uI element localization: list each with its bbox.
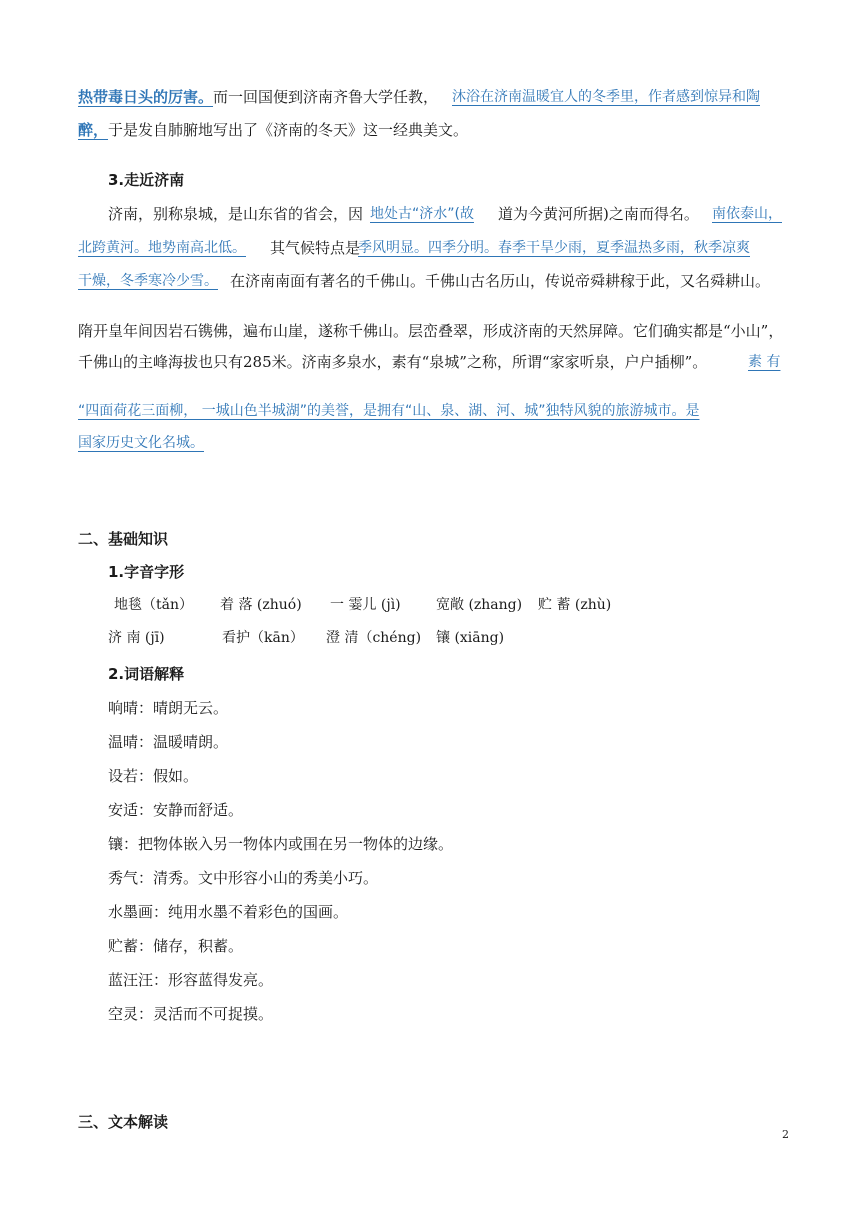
para1-line2-c: 季风明显。四季分明。春季干旱少雨，夏季温热多雨，秋季凉爽 xyxy=(358,240,750,256)
intro-line-1 xyxy=(78,87,438,107)
intro-plain-text: 而一回国便到济南齐鲁大学任教， xyxy=(213,88,439,106)
page-number: 2 xyxy=(782,1128,789,1141)
definition-item: 响晴：晴朗无云。 xyxy=(108,699,229,717)
pron-item: 济 南 (jī) xyxy=(108,630,165,646)
intro-line-2 xyxy=(78,120,468,140)
intro-bold-text-2: 醉， xyxy=(78,121,109,139)
definition-item: 安适：安静而舒适。 xyxy=(108,801,244,819)
definition-item: 秀气：清秀。文中形容小山的秀美小巧。 xyxy=(108,869,379,887)
para2-line4: 国家历史文化名城。 xyxy=(78,435,204,451)
intro-blue-text: 沐浴在济南温暖宜人的冬季里，作者感到惊异和陶 xyxy=(452,89,760,105)
definition-item: 温晴：温暖晴朗。 xyxy=(108,733,229,751)
definition-item: 水墨画：纯用水墨不着彩色的国画。 xyxy=(108,903,349,921)
section-heading-jinan: 3.走近济南 xyxy=(108,171,185,189)
para2-line2-b: 素 有 xyxy=(748,354,781,370)
pron-item: 贮 蓄 (zhù) xyxy=(538,597,612,613)
para1-line1-a: 济南，别称泉城，是山东省的省会，因 xyxy=(108,205,364,223)
definition-item: 镶：把物体嵌入另一物体内或围在另一物体的边缘。 xyxy=(108,835,454,853)
pron-item: 镶 (xiāng) xyxy=(436,630,505,646)
para2-line1: 隋开皇年间因岩石镌佛，遍布山崖，遂称千佛山。层峦叠翠，形成济南的天然屏障。它们确实都是“小山”， xyxy=(78,322,784,340)
pron-item: 一 霎儿 (jì) xyxy=(330,597,401,613)
para1-line3-a: 干燥，冬季寒冷少雪。 xyxy=(78,273,218,289)
pron-item: 澄 清（chéng) xyxy=(326,630,422,646)
para1-line1-d: 南依泰山， xyxy=(712,206,782,222)
section-heading-basics: 二、基础知识 xyxy=(78,530,169,548)
subheading-pronunciation: 1.字音字形 xyxy=(108,563,185,581)
pron-item: 看护（kān） xyxy=(222,630,304,646)
pron-item: 着 落 (zhuó) xyxy=(220,597,302,613)
para1-line1-b: 地处古“济水”(故 xyxy=(370,206,474,222)
definition-item: 蓝汪汪：形容蓝得发亮。 xyxy=(108,971,274,989)
para1-line2-a: 北跨黄河。地势南高北低。 xyxy=(78,240,246,256)
pron-item: 地毯（tǎn） xyxy=(114,597,193,613)
para1-line1-c: 道为今黄河所据)之南而得名。 xyxy=(498,205,699,223)
pron-item: 宽敞 (zhang) xyxy=(436,597,523,613)
para2-line3: “四面荷花三面柳， 一城山色半城湖”的美誉，是拥有“山、泉、湖、河、城”独特风貌的旅游城市。是 xyxy=(78,403,700,419)
para1-line2-b: 其气候特点是 xyxy=(270,239,361,257)
para2-line2-a: 千佛山的主峰海拔也只有285米。济南多泉水，素有“泉城”之称，所谓“家家听泉，户户插柳”。 xyxy=(78,353,708,371)
definition-item: 设若：假如。 xyxy=(108,767,199,785)
subheading-definitions: 2.词语解释 xyxy=(108,665,185,683)
definition-item: 贮蓄：储存，积蓄。 xyxy=(108,937,244,955)
para1-line3-b: 在济南南面有著名的千佛山。千佛山古名历山，传说帝舜耕稼于此，又名舜耕山。 xyxy=(230,272,771,290)
intro-bold-text: 热带毒日头的厉害。 xyxy=(78,88,214,106)
section-heading-text-analysis: 三、文本解读 xyxy=(78,1113,169,1131)
intro-plain-text-2: 于是发自肺腑地写出了《济南的冬天》这一经典美文。 xyxy=(108,121,469,139)
definition-item: 空灵：灵活而不可捉摸。 xyxy=(108,1005,274,1023)
